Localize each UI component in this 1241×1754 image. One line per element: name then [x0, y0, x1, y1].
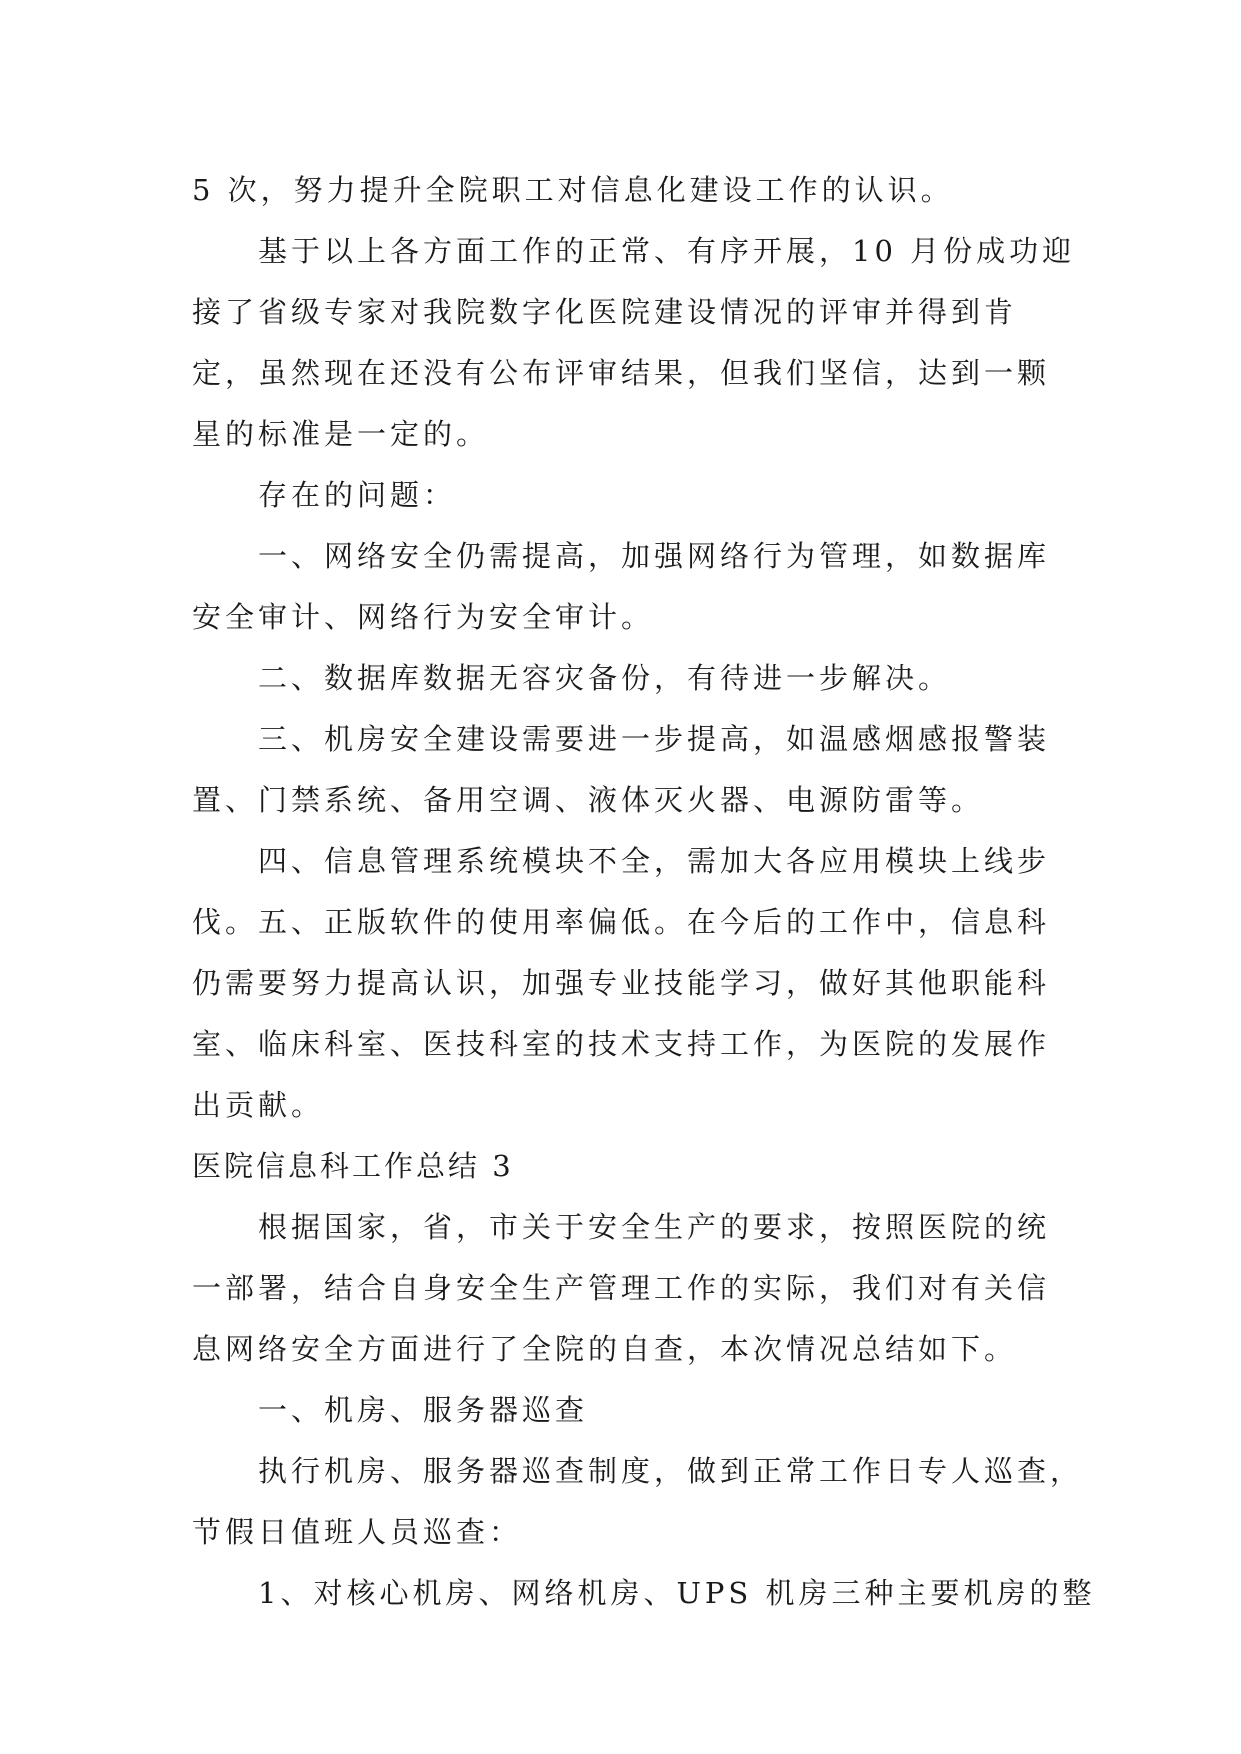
text-line: 息网络安全方面进行了全院的自查，本次情况总结如下。 — [192, 1332, 1018, 1366]
text-line: 出贡献。 — [192, 1088, 325, 1122]
text-line: 三、机房安全建设需要进一步提高，如温感烟感报警装 — [258, 722, 1051, 756]
document-body — [192, 160, 1096, 1624]
text-line: 存在的问题： — [258, 478, 457, 512]
text-line: 伐。五、正版软件的使用率偏低。在今后的工作中，信息科 — [192, 905, 1051, 939]
text-line: 定，虽然现在还没有公布评审结果，但我们坚信，达到一颗 — [192, 356, 1051, 390]
text-line: 根据国家，省，市关于安全生产的要求，按照医院的统 — [258, 1210, 1051, 1244]
text-line: 1、对核心机房、网络机房、UPS 机房三种主要机房的整 — [258, 1576, 1096, 1610]
text-line: 一、机房、服务器巡查 — [258, 1393, 589, 1427]
text-line: 接了省级专家对我院数字化医院建设情况的评审并得到肯 — [192, 295, 1018, 329]
text-line: 四、信息管理系统模块不全，需加大各应用模块上线步 — [258, 844, 1051, 878]
text-line: 置、门禁系统、备用空调、液体灭火器、电源防雷等。 — [192, 783, 985, 817]
text-line: 一部署，结合自身安全生产管理工作的实际，我们对有关信 — [192, 1271, 1051, 1305]
text-line: 基于以上各方面工作的正常、有序开展，10 月份成功迎 — [258, 234, 1076, 268]
text-line: 节假日值班人员巡查： — [192, 1515, 523, 1549]
text-line: 安全审计、网络行为安全审计。 — [192, 600, 655, 634]
text-line: 星的标准是一定的。 — [192, 417, 490, 451]
text-line: 室、临床科室、医技科室的技术支持工作，为医院的发展作 — [192, 1027, 1051, 1061]
text-line: 5 次，努力提升全院职工对信息化建设工作的认识。 — [192, 173, 954, 207]
text-line: 执行机房、服务器巡查制度，做到正常工作日专人巡查， — [258, 1454, 1084, 1488]
text-line: 二、数据库数据无容灾备份，有待进一步解决。 — [258, 661, 952, 695]
text-line: 一、网络安全仍需提高，加强网络行为管理，如数据库 — [258, 539, 1051, 573]
section-heading: 医院信息科工作总结 3 — [192, 1149, 514, 1183]
text-line: 仍需要努力提高认识，加强专业技能学习，做好其他职能科 — [192, 966, 1051, 1000]
